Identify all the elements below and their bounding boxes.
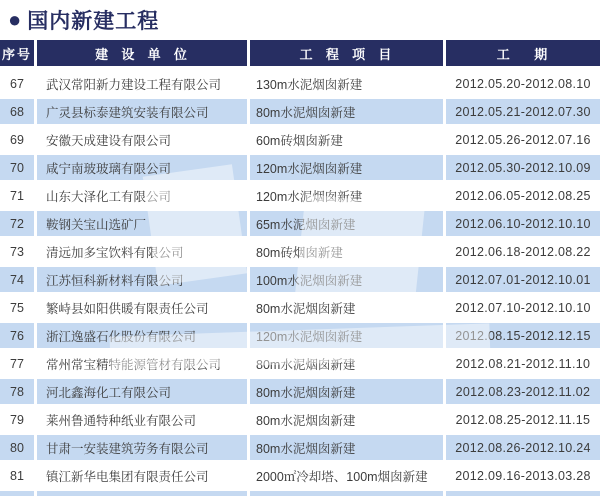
- project-name: 80m水泥烟囱新建: [250, 407, 443, 432]
- table-row: [0, 183, 600, 208]
- company-name: 武汉常阳新力建设工程有限公司: [37, 71, 247, 96]
- col-header-company: 建 设 单 位: [37, 40, 247, 66]
- table-row: [0, 155, 600, 180]
- table-row: [0, 379, 600, 404]
- project-period: 2012.08.25-2012.11.15: [446, 407, 600, 432]
- project-name: 120m水泥烟囱新建: [250, 323, 443, 348]
- table-row: [0, 295, 600, 320]
- table-row: [0, 71, 600, 96]
- company-name: 咸宁南玻玻璃有限公司: [37, 155, 247, 180]
- company-name: 江苏恒科新材料有限公司: [37, 267, 247, 292]
- project-name: 120m水泥烟囱新建: [250, 155, 443, 180]
- project-name: 80m水泥烟囱新建: [250, 379, 443, 404]
- table-row: [0, 211, 600, 236]
- project-name: 60m砖烟囱新建: [250, 127, 443, 152]
- project-name: 80m水泥烟囱新建: [250, 295, 443, 320]
- project-name: 80m水泥烟囱新建: [250, 351, 443, 376]
- page-title: [0, 0, 600, 40]
- project-period: 2012.05.30-2012.10.09: [446, 155, 600, 180]
- table-row: [0, 127, 600, 152]
- project-period: 2012.08.23-2012.11.02: [446, 379, 600, 404]
- partial-next-row: [0, 491, 600, 496]
- table-row: [0, 463, 600, 488]
- table-row: [0, 323, 600, 348]
- company-name: 河北鑫海化工有限公司: [37, 379, 247, 404]
- row-number: 72: [0, 211, 34, 236]
- col-header-no: 序号: [0, 40, 34, 66]
- project-period: 2012.06.05-2012.08.25: [446, 183, 600, 208]
- row-number: 67: [0, 71, 34, 96]
- company-name: 莱州鲁通特种纸业有限公司: [37, 407, 247, 432]
- col-header-project: 工 程 项 目: [250, 40, 443, 66]
- row-number: 73: [0, 239, 34, 264]
- project-period: 2012.06.18-2012.08.22: [446, 239, 600, 264]
- row-number: 79: [0, 407, 34, 432]
- project-period: 2012.09.16-2013.03.28: [446, 463, 600, 488]
- company-name: 山东大泽化工有限公司: [37, 183, 247, 208]
- col-header-period: 工 期: [446, 40, 600, 66]
- table-body: [0, 71, 600, 488]
- row-number: 70: [0, 155, 34, 180]
- project-period: 2012.08.26-2012.10.24: [446, 435, 600, 460]
- company-name: 清远加多宝饮料有限公司: [37, 239, 247, 264]
- partial-cell: [446, 491, 600, 496]
- table-header: [0, 40, 600, 66]
- project-period: 2012.05.21-2012.07.30: [446, 99, 600, 124]
- table-row: [0, 435, 600, 460]
- row-number: 74: [0, 267, 34, 292]
- project-period: 2012.07.10-2012.10.10: [446, 295, 600, 320]
- table-row: [0, 267, 600, 292]
- table-row: [0, 239, 600, 264]
- row-number: 77: [0, 351, 34, 376]
- row-number: 78: [0, 379, 34, 404]
- project-period: 2012.07.01-2012.10.01: [446, 267, 600, 292]
- company-name: 广灵县标泰建筑安装有限公司: [37, 99, 247, 124]
- project-period: 2012.08.21-2012.11.10: [446, 351, 600, 376]
- company-name: 繁峙县如阳供暖有限责任公司: [37, 295, 247, 320]
- row-number: 69: [0, 127, 34, 152]
- project-period: 2012.05.26-2012.07.16: [446, 127, 600, 152]
- company-name: 安徽天成建设有限公司: [37, 127, 247, 152]
- project-name: 130m水泥烟囱新建: [250, 71, 443, 96]
- row-number: 75: [0, 295, 34, 320]
- company-name: 常州常宝精特能源管材有限公司: [37, 351, 247, 376]
- company-name: 浙江逸盛石化股份有限公司: [37, 323, 247, 348]
- project-name: 65m水泥烟囱新建: [250, 211, 443, 236]
- company-name: 镇江新华电集团有限责任公司: [37, 463, 247, 488]
- company-name: 鞍钢关宝山选矿厂: [37, 211, 247, 236]
- row-number: 71: [0, 183, 34, 208]
- row-number: 76: [0, 323, 34, 348]
- table-row: [0, 99, 600, 124]
- project-name: 80m水泥烟囱新建: [250, 99, 443, 124]
- row-number: 81: [0, 463, 34, 488]
- project-name: 120m水泥烟囱新建: [250, 183, 443, 208]
- row-number: 80: [0, 435, 34, 460]
- row-number: 68: [0, 99, 34, 124]
- company-name: 甘肃一安装建筑劳务有限公司: [37, 435, 247, 460]
- partial-cell: [37, 491, 247, 496]
- partial-cell: [0, 491, 34, 496]
- table-row: [0, 407, 600, 432]
- project-period: 2012.08.15-2012.12.15: [446, 323, 600, 348]
- project-name: 80m水泥烟囱新建: [250, 435, 443, 460]
- partial-cell: [250, 491, 443, 496]
- project-period: 2012.06.10-2012.10.10: [446, 211, 600, 236]
- table-row: [0, 351, 600, 376]
- project-period: 2012.05.20-2012.08.10: [446, 71, 600, 96]
- project-name: 100m水泥烟囱新建: [250, 267, 443, 292]
- project-name: 2000㎡冷却塔、100m烟囱新建: [250, 463, 443, 488]
- bullet-icon: ●: [8, 7, 22, 32]
- project-name: 80m砖烟囱新建: [250, 239, 443, 264]
- page-title-text: 国内新建工程: [27, 10, 160, 33]
